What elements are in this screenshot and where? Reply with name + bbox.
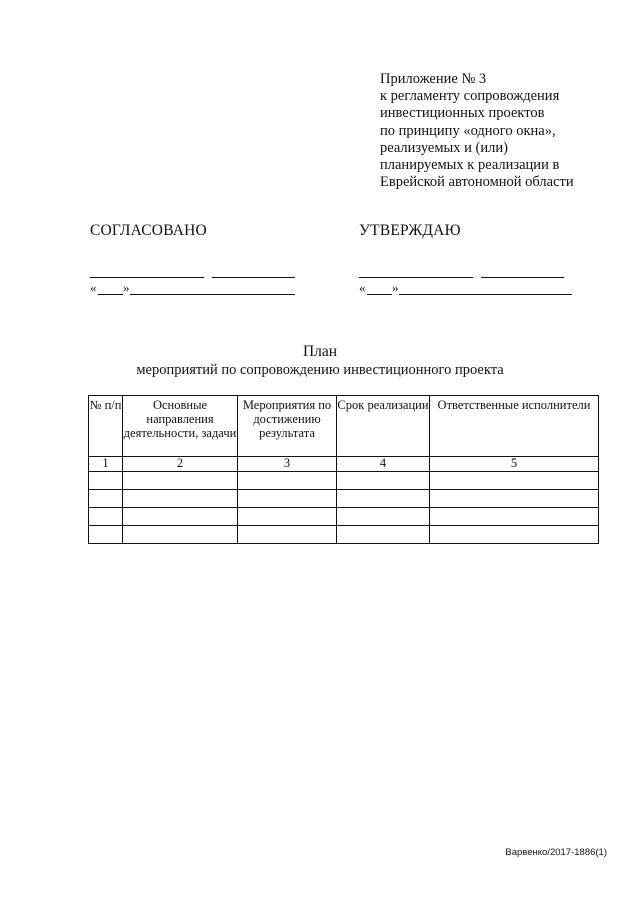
approval-block-approve [359,222,579,298]
col-number: 1 [89,457,123,472]
col-header-directions: Основные направления деятельности, задачи [123,396,238,457]
signature-line [481,277,564,278]
approval-block-agreed [90,222,300,298]
appendix-line: Еврейской автономной области [380,174,574,191]
col-number: 3 [238,457,337,472]
table-row [89,508,599,526]
appendix-line: планируемых к реализации в [380,157,560,174]
month-year-line [130,294,295,295]
quote-close: » [392,280,399,295]
col-number: 2 [123,457,238,472]
table-cell [89,472,123,490]
quote-open: « [90,280,97,295]
quote-open: « [359,280,366,295]
col-header-activities: Мероприятия по достижению результата [238,396,337,457]
signature-line [212,277,295,278]
appendix-line: к регламенту сопровождения [380,88,560,105]
table-numbering-row [89,457,599,472]
table-row [89,526,599,544]
table-row [89,472,599,490]
col-number: 5 [430,457,599,472]
appendix-line: реализуемых и (или) [380,139,508,156]
position-line [359,277,473,278]
table-cell [238,508,337,526]
appendix-header [380,71,574,191]
table-cell [89,508,123,526]
approve-heading: УТВЕРЖДАЮ [359,222,461,239]
signature-row [90,258,300,278]
agreed-heading: СОГЛАСОВАНО [90,222,207,239]
table-cell [337,508,430,526]
table-cell [123,490,238,508]
col-number: 4 [337,457,430,472]
appendix-line: инвестиционных проектов [380,105,545,122]
day-line [98,294,123,295]
table-cell [238,490,337,508]
plan-table [88,395,599,544]
col-header-deadline: Срок реализации [337,396,430,457]
month-year-line [399,294,572,295]
appendix-line: по принципу «одного окна», [380,122,556,139]
table-cell [430,472,599,490]
plan-subtitle: мероприятий по сопровождению инвестиционного проекта [136,362,504,378]
table-cell [238,526,337,544]
date-row [359,280,579,298]
table-row [89,490,599,508]
col-header-responsible: Ответственные исполнители [430,396,599,457]
table-cell [337,490,430,508]
table-cell [123,526,238,544]
table-cell [238,472,337,490]
appendix-line: Приложение № 3 [380,71,487,87]
document-code: Варвенко/2017-1886(1) [505,847,607,858]
table-cell [430,526,599,544]
col-header-number: № п/п [89,396,123,457]
table-cell [337,526,430,544]
plan-title: План [302,343,338,360]
table-cell [337,472,430,490]
table-cell [430,490,599,508]
date-row [90,280,300,298]
table-cell [89,526,123,544]
quote-close: » [123,280,130,295]
table-header-row [89,396,599,457]
signature-row [359,258,579,278]
table-cell [123,472,238,490]
day-line [367,294,392,295]
table-cell [89,490,123,508]
table-cell [123,508,238,526]
position-line [90,277,204,278]
table-cell [430,508,599,526]
